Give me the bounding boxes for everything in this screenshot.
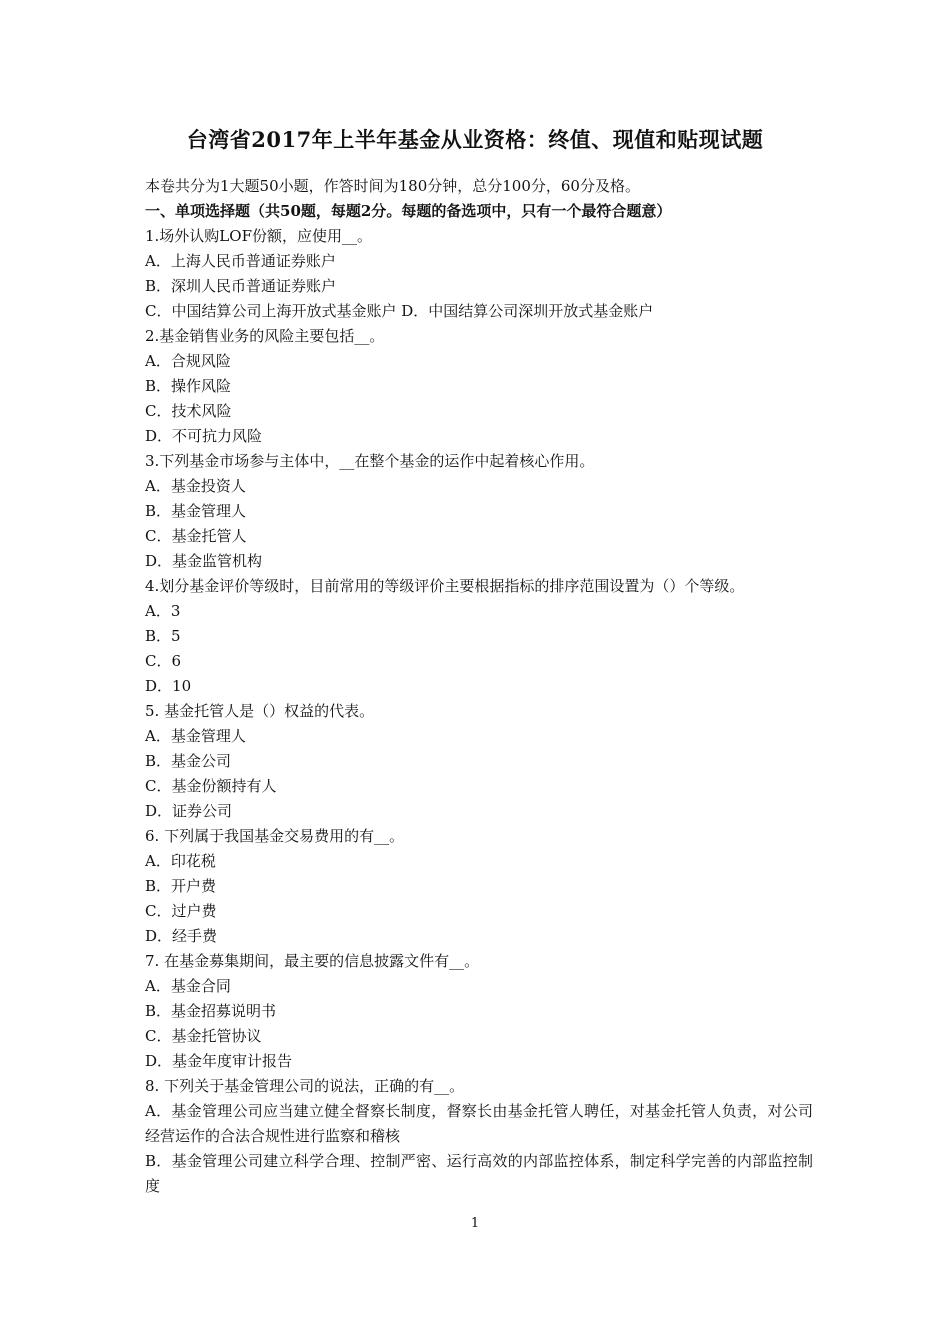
option: B．深圳人民币普通证券账户	[145, 277, 337, 295]
option: B．5	[145, 627, 181, 645]
option: C．基金份额持有人	[145, 777, 277, 795]
option: B．基金管理公司建立科学合理、控制严密、运行高效的内部监控体系，制定科学完善的内部监控制度	[145, 1152, 813, 1195]
question-text: 8. 下列关于基金管理公司的说法，正确的有__。	[145, 1077, 465, 1095]
option: D．基金监管机构	[145, 552, 263, 570]
option: D．不可抗力风险	[145, 427, 263, 445]
option: C．过户费	[145, 902, 217, 920]
option: D．经手费	[145, 927, 218, 945]
exam-intro: 本卷共分为1大题50小题，作答时间为180分钟，总分100分，60分及格。	[145, 177, 640, 195]
question-text: 7. 在基金募集期间，最主要的信息披露文件有__。	[145, 952, 480, 970]
option: C．中国结算公司上海开放式基金账户 D．中国结算公司深圳开放式基金账户	[145, 302, 654, 320]
option: A．基金管理人	[145, 727, 246, 745]
option: A．3	[145, 602, 181, 620]
option: A．基金投资人	[145, 477, 246, 495]
option: C．基金托管人	[145, 527, 247, 545]
question-text: 5. 基金托管人是（）权益的代表。	[145, 702, 375, 720]
option: A．印花税	[145, 852, 216, 870]
page-title: 台湾省2017年上半年基金从业资格：终值、现值和贴现试题	[186, 127, 764, 152]
option: B．基金公司	[145, 752, 232, 770]
option: D．证券公司	[145, 802, 233, 820]
option: C．6	[145, 652, 182, 670]
option: B．开户费	[145, 877, 217, 895]
option: D．10	[145, 677, 192, 695]
document-body	[145, 174, 813, 1199]
option: C．技术风险	[145, 402, 232, 420]
section-heading: 一、单项选择题（共50题，每题2分。每题的备选项中，只有一个最符合题意）	[145, 202, 672, 220]
question-text: 1.场外认购LOF份额，应使用__。	[145, 227, 372, 245]
question-text: 2.基金销售业务的风险主要包括__。	[145, 327, 385, 345]
question-text: 3.下列基金市场参与主体中，__在整个基金的运作中起着核心作用。	[145, 452, 595, 470]
option: A．上海人民币普通证券账户	[145, 252, 336, 270]
option: A．基金合同	[145, 977, 231, 995]
option: B．基金管理人	[145, 502, 247, 520]
option: B．操作风险	[145, 377, 232, 395]
page-number: 1	[470, 1216, 480, 1231]
option: C．基金托管协议	[145, 1027, 262, 1045]
option: D．基金年度审计报告	[145, 1052, 293, 1070]
option: A．基金管理公司应当建立健全督察长制度，督察长由基金托管人聘任，对基金托管人负责，对公司经营运作的合法合规性进行监察和稽核	[145, 1102, 813, 1145]
option: A．合规风险	[145, 352, 231, 370]
question-text: 4.划分基金评价等级时，目前常用的等级评价主要根据指标的排序范围设置为（）个等级。	[145, 577, 745, 595]
option: B．基金招募说明书	[145, 1002, 277, 1020]
question-text: 6. 下列属于我国基金交易费用的有__。	[145, 827, 405, 845]
